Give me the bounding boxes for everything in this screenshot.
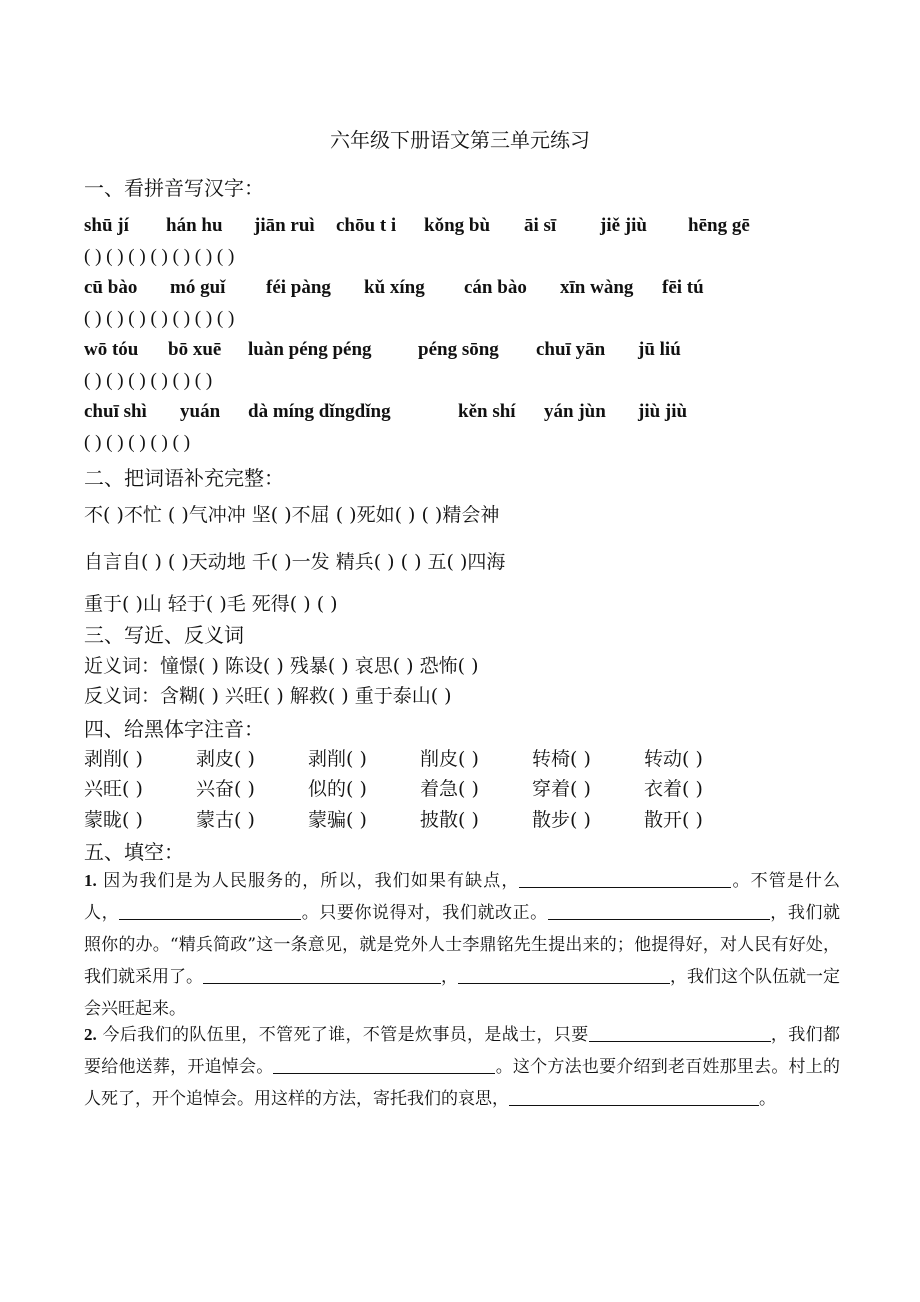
pinyin-item: féi pàng — [266, 277, 331, 298]
paragraph-text: 。 — [759, 1089, 776, 1109]
section5-heading: 五、填空： — [84, 840, 184, 864]
fill-paragraph-1 — [84, 865, 840, 1025]
answer-boxes-row-1[interactable]: ( ) ( ) ( ) ( ) ( ) ( ) ( ) — [84, 246, 235, 267]
paragraph-text: ，我们这个队伍就一定会兴旺起来。 — [84, 967, 840, 1019]
synonym-row[interactable] — [84, 651, 479, 678]
idiom-line-2[interactable]: 自言自( ) ( )天动地 千( )一发 精兵( ) ( ) 五( )四海 — [84, 551, 506, 573]
pinyin-item: bō xuē — [168, 339, 222, 360]
phonetic-item[interactable]: 削皮( ) — [420, 748, 479, 770]
idiom-line-3[interactable]: 重于( )山 轻于( )毛 死得( ) ( ) — [84, 593, 338, 615]
phonetic-item[interactable]: 蒙骗( ) — [308, 809, 367, 831]
section4-heading: 四、给黑体字注音： — [84, 717, 264, 741]
phonetic-item[interactable]: 剥皮( ) — [196, 748, 255, 770]
pinyin-item: jiān ruì — [254, 215, 315, 236]
pinyin-item: shū jí — [84, 215, 129, 236]
answer-boxes-row-4[interactable]: ( ) ( ) ( ) ( ) ( ) — [84, 432, 191, 453]
antonym-items[interactable]: 含糊( ) 兴旺( ) 解救( ) 重于泰山( ) — [160, 685, 452, 707]
fill-paragraph-2 — [84, 1019, 840, 1115]
pinyin-item: yán jùn — [544, 401, 606, 422]
pinyin-item: jiě jiù — [600, 215, 647, 236]
fill-blank[interactable] — [458, 963, 670, 984]
pinyin-item: cán bào — [464, 277, 527, 298]
pinyin-item: dà míng dǐngdǐng — [248, 401, 391, 422]
pinyin-item: chuī shì — [84, 401, 147, 422]
phonetic-item[interactable]: 散开( ) — [644, 809, 703, 831]
antonym-row[interactable] — [84, 681, 452, 708]
phonetic-item[interactable]: 剥削( ) — [84, 748, 143, 770]
pinyin-item: cū bào — [84, 277, 138, 298]
answer-boxes-row-2[interactable]: ( ) ( ) ( ) ( ) ( ) ( ) ( ) — [84, 308, 235, 329]
section3-heading: 三、写近、反义词 — [84, 623, 244, 647]
answer-boxes-row-3[interactable]: ( ) ( ) ( ) ( ) ( ) ( ) — [84, 370, 213, 391]
fill-blank[interactable] — [548, 899, 770, 920]
pinyin-item: chōu t i — [336, 215, 397, 236]
phonetic-item[interactable]: 蒙眬( ) — [84, 809, 143, 831]
paragraph-text: 。不管是什么人， — [84, 871, 841, 923]
pinyin-item: luàn péng péng — [248, 339, 372, 360]
pinyin-item: yuán — [180, 401, 221, 422]
phonetic-item[interactable]: 兴旺( ) — [84, 778, 143, 800]
fill-blank[interactable] — [273, 1053, 495, 1074]
paragraph-number: 1. — [84, 871, 97, 890]
paragraph-text: 。这个方法也要介绍到老百姓那里去。村上的人死了，开个追悼会。用这样的方法，寄托我们的哀思， — [84, 1057, 840, 1109]
pinyin-item: kǔ xíng — [364, 277, 425, 298]
phonetic-item[interactable]: 蒙古( ) — [196, 809, 255, 831]
pinyin-item: péng sōng — [418, 339, 499, 360]
synonym-label: 近义词： — [84, 655, 161, 677]
section1-heading: 一、看拼音写汉字： — [84, 176, 264, 200]
fill-blank[interactable] — [203, 963, 441, 984]
pinyin-item: jiù jiù — [638, 401, 688, 422]
pinyin-item: hán hu — [166, 215, 223, 236]
pinyin-item: kěn shí — [458, 401, 516, 422]
phonetic-item[interactable]: 剥削( ) — [308, 748, 367, 770]
pinyin-item: kǒng bù — [424, 215, 491, 236]
paragraph-text: 。只要你说得对，我们就改正。 — [301, 903, 548, 923]
pinyin-item: xīn wàng — [560, 277, 634, 298]
section2-heading: 二、把词语补充完整： — [84, 466, 284, 490]
phonetic-item[interactable]: 着急( ) — [420, 778, 479, 800]
fill-blank[interactable] — [589, 1021, 771, 1042]
paragraph-text: ， — [441, 967, 458, 987]
phonetic-item[interactable]: 似的( ) — [308, 778, 367, 800]
pinyin-item: āi sī — [524, 215, 557, 236]
paragraph-text: 因为我们是为人民服务的，所以，我们如果有缺点， — [96, 871, 520, 891]
paragraph-text: ，我们就照你的办。“精兵简政”这一条意见，就是党外人士李鼎铭先生提出来的；他提得好，对人民有好处，我们就采用了。 — [84, 903, 841, 987]
page-title: 六年级下册语文第三单元练习 — [330, 128, 590, 152]
phonetic-item[interactable]: 兴奋( ) — [196, 778, 255, 800]
phonetic-item[interactable]: 散步( ) — [532, 809, 591, 831]
fill-blank[interactable] — [509, 1085, 759, 1106]
idiom-line-1[interactable]: 不( )不忙 ( )气冲冲 坚( )不屈 ( )死如( ) ( )精会神 — [84, 504, 500, 526]
paragraph-number: 2. — [84, 1025, 97, 1044]
antonym-label: 反义词： — [84, 685, 161, 707]
phonetic-item[interactable]: 衣着( ) — [644, 778, 703, 800]
phonetic-item[interactable]: 转动( ) — [644, 748, 703, 770]
pinyin-item: jū liú — [638, 339, 681, 360]
pinyin-item: chuī yān — [536, 339, 606, 360]
fill-blank[interactable] — [519, 867, 731, 888]
pinyin-item: hēng gē — [688, 215, 750, 236]
phonetic-item[interactable]: 穿着( ) — [532, 778, 591, 800]
paragraph-text: ，我们都要给他送葬，开追悼会。 — [84, 1025, 840, 1077]
pinyin-item: wō tóu — [84, 339, 139, 360]
pinyin-item: mó guǐ — [170, 277, 226, 298]
phonetic-item[interactable]: 披散( ) — [420, 809, 479, 831]
fill-blank[interactable] — [119, 899, 301, 920]
phonetic-item[interactable]: 转椅( ) — [532, 748, 591, 770]
paragraph-text: 今后我们的队伍里，不管死了谁，不管是炊事员，是战士，只要 — [96, 1025, 589, 1045]
pinyin-item: fēi tú — [662, 277, 704, 298]
synonym-items[interactable]: 憧憬( ) 陈设( ) 残暴( ) 哀思( ) 恐怖( ) — [160, 655, 479, 677]
